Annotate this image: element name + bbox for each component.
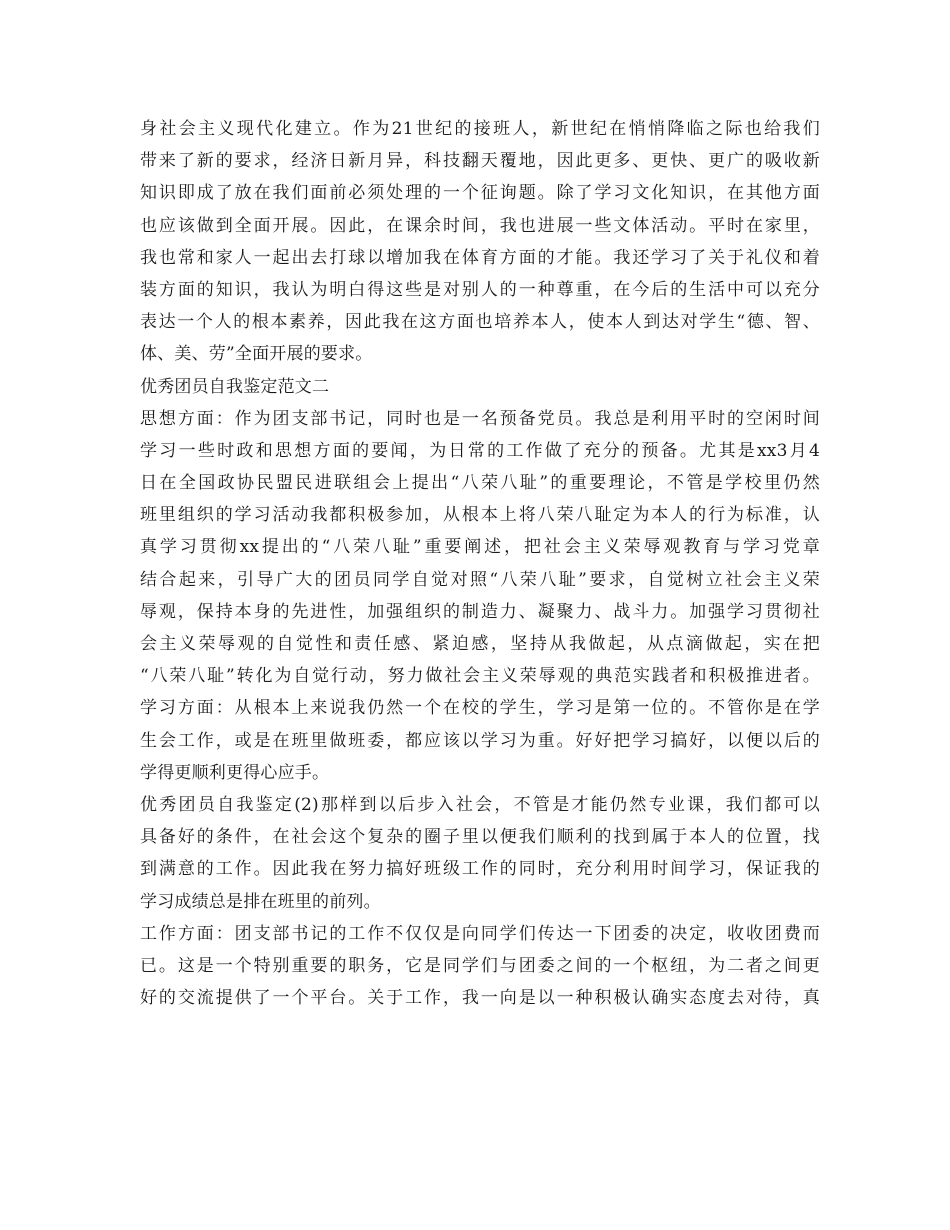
text-line: 生会工作，或是在班里做班委，都应该以学习为重。好好把学习搞好，以便以后的 [140,730,820,751]
text-line: 已。这是一个特别重要的职务，它是同学们与团委之间的一个枢纽，为二者之间更 [140,955,820,976]
text-line: 学习方面：从根本上来说我仍然一个在校的学生，学习是第一位的。不管你是在学 [140,698,820,719]
text-line: 结合起来，引导广大的团员同学自觉对照“八荣八耻”要求，自觉树立社会主义荣 [140,569,820,590]
text-line: 优秀团员自我鉴定(2)那样到以后步入社会，不管是才能仍然专业课，我们都可以 [140,794,820,815]
text-line: 学习成绩总是排在班里的前列。 [140,891,381,912]
text-line: 思想方面：作为团支部书记，同时也是一名预备党员。我总是利用平时的空闲时间 [140,408,820,429]
document-body [140,113,820,1014]
text-line: 我也常和家人一起出去打球以增加我在体育方面的才能。我还学习了关于礼仪和着 [140,247,820,268]
text-line: 真学习贯彻xx提出的“八荣八耻”重要阐述，把社会主义荣辱观教育与学习党章 [140,537,820,558]
text-line: 装方面的知识，我认为明白得这些是对别人的一种尊重，在今后的生活中可以充分 [140,279,820,300]
text-line: 辱观，保持本身的先进性，加强组织的制造力、凝聚力、战斗力。加强学习贯彻社 [140,601,820,622]
text-line: 到满意的工作。因此我在努力搞好班级工作的同时，充分利用时间学习，保证我的 [140,859,820,880]
text-line: “八荣八耻”转化为自觉行动，努力做社会主义荣辱观的典范实践者和积极推进者。 [140,666,820,687]
text-line: 会主义荣辱观的自觉性和责任感、紧迫感，坚持从我做起，从点滴做起，实在把 [140,634,820,654]
text-line: 具备好的条件，在社会这个复杂的圈子里以便我们顺利的找到属于本人的位置，找 [140,827,820,848]
text-line: 知识即成了放在我们面前必须处理的一个征询题。除了学习文化知识，在其他方面 [140,183,820,204]
text-line: 表达一个人的根本素养，因此我在这方面也培养本人，使本人到达对学生“德、智、 [140,312,820,333]
text-line: 好的交流提供了一个平台。关于工作，我一向是以一种积极认确实态度去对待，真 [140,988,820,1009]
section-heading: 优秀团员自我鉴定范文二 [140,376,330,397]
text-line: 体、美、劳”全面开展的要求。 [140,344,373,365]
text-line: 工作方面：团支部书记的工作不仅仅是向同学们传达一下团委的决定，收收团费而 [140,923,820,944]
text-line: 学习一些时政和思想方面的要闻，为日常的工作做了充分的预备。尤其是xx3月4 [140,440,820,461]
text-line: 学得更顺利更得心应手。 [140,762,330,783]
text-line: 日在全国政协民盟民进联组会上提出“八荣八耻”的重要理论，不管是学校里仍然 [140,473,820,494]
text-line: 身社会主义现代化建立。作为21世纪的接班人，新世纪在悄悄降临之际也给我们 [140,119,820,139]
text-line: 也应该做到全面开展。因此，在课余时间，我也进展一些文体活动。平时在家里， [140,215,820,236]
text-line: 带来了新的要求，经济日新月异，科技翻天覆地，因此更多、更快、更广的吸收新 [140,151,820,172]
text-line: 班里组织的学习活动我都积极参加，从根本上将八荣八耻定为本人的行为标准，认 [140,505,820,526]
